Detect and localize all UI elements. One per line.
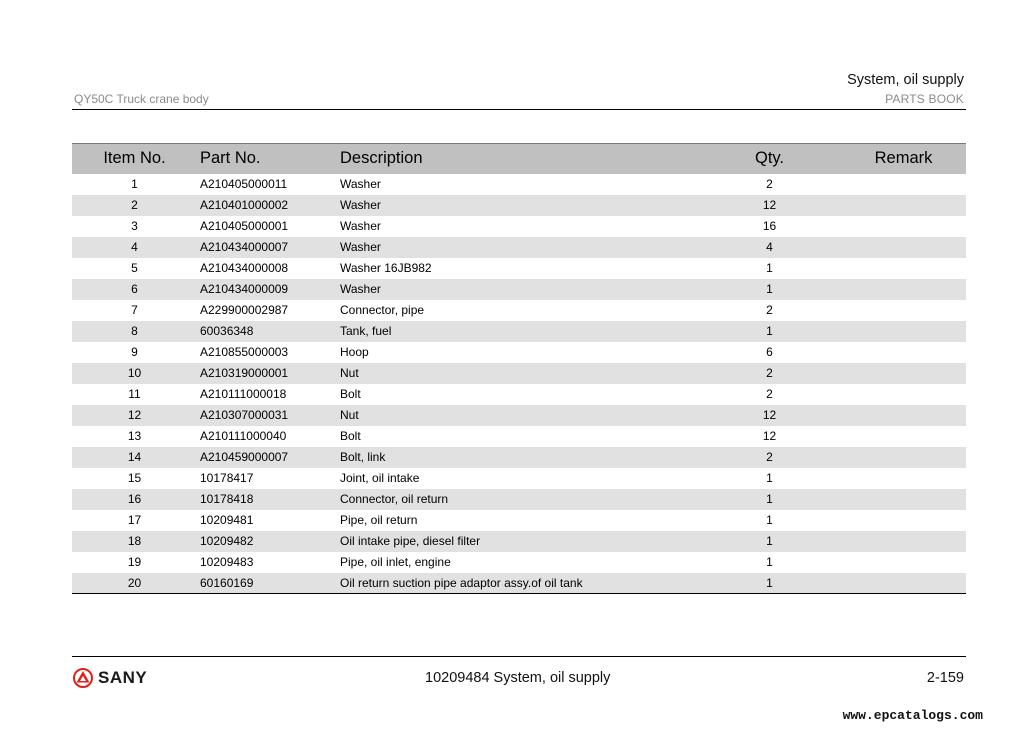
cell-part-no: A210405000011 [200, 177, 288, 191]
brand-name: SANY [98, 668, 148, 687]
table-row [72, 363, 966, 384]
cell-item-no: 2 [131, 198, 138, 212]
cell-part-no: 10209482 [200, 534, 254, 548]
cell-remark [841, 258, 966, 279]
cell-remark [841, 342, 966, 363]
cell-qty: 1 [766, 282, 773, 296]
table-row [72, 384, 966, 405]
table-header-row [72, 144, 966, 174]
table-row [72, 573, 966, 594]
cell-qty: 2 [766, 303, 773, 317]
cell-description: Nut [340, 366, 359, 380]
cell-description: Washer [340, 177, 381, 191]
table-row [72, 174, 966, 195]
cell-remark [841, 321, 966, 342]
table-row [72, 426, 966, 447]
table-row [72, 489, 966, 510]
cell-part-no: A210434000008 [200, 261, 289, 275]
cell-part-no: A210111000018 [200, 387, 287, 401]
cell-qty: 2 [766, 387, 773, 401]
cell-remark [841, 279, 966, 300]
column-header-qty: Qty. [754, 149, 785, 168]
table-row [72, 342, 966, 363]
cell-qty: 4 [766, 240, 773, 254]
book-label: PARTS BOOK [885, 92, 964, 106]
parts-table [72, 143, 966, 594]
cell-remark [841, 447, 966, 468]
cell-item-no: 17 [127, 513, 142, 527]
cell-item-no: 20 [127, 575, 142, 590]
cell-description: Pipe, oil inlet, engine [340, 555, 451, 569]
cell-qty: 1 [766, 513, 773, 527]
cell-item-no: 3 [131, 219, 138, 233]
cell-remark [841, 174, 966, 195]
cell-part-no: 10178418 [200, 492, 254, 506]
cell-item-no: 1 [131, 177, 138, 191]
table-row [72, 468, 966, 489]
cell-item-no: 18 [127, 534, 142, 548]
cell-description: Washer [340, 219, 381, 233]
cell-qty: 12 [762, 429, 777, 443]
cell-item-no: 6 [131, 282, 138, 296]
cell-remark [841, 489, 966, 510]
cell-item-no: 14 [127, 450, 142, 464]
cell-item-no: 8 [131, 324, 138, 338]
cell-remark [841, 468, 966, 489]
cell-item-no: 15 [127, 471, 142, 485]
cell-description: Washer [340, 282, 381, 296]
cell-description: Washer [340, 240, 381, 254]
cell-remark [841, 426, 966, 447]
cell-part-no: 10209483 [200, 555, 254, 569]
cell-part-no: A229900002987 [200, 303, 289, 317]
cell-qty: 2 [766, 366, 773, 380]
cell-remark [841, 300, 966, 321]
table-row [72, 237, 966, 258]
cell-description: Bolt [340, 387, 361, 401]
table-row [72, 405, 966, 426]
cell-description: Bolt [340, 429, 361, 443]
cell-description: Connector, oil return [340, 492, 449, 506]
footer-divider [72, 656, 966, 657]
cell-remark [841, 363, 966, 384]
column-header-item-no: Item No. [103, 149, 166, 168]
cell-item-no: 4 [131, 240, 138, 254]
cell-part-no: A210401000002 [200, 198, 289, 212]
table-row [72, 321, 966, 342]
table-row [72, 300, 966, 321]
cell-part-no: 10209481 [200, 513, 254, 527]
cell-item-no: 10 [127, 366, 142, 380]
cell-qty: 2 [766, 450, 773, 464]
document-name: QY50C Truck crane body [74, 92, 209, 106]
page-number: 2-159 [926, 670, 964, 686]
cell-description: Pipe, oil return [340, 513, 418, 527]
table-row [72, 531, 966, 552]
table-row [72, 195, 966, 216]
footer-document-title: 10209484 System, oil supply [425, 670, 611, 686]
cell-qty: 1 [766, 534, 773, 548]
section-title: System, oil supply [847, 72, 964, 88]
cell-part-no: A210855000003 [200, 345, 289, 359]
cell-item-no: 5 [131, 261, 138, 275]
watermark-url: www.epcatalogs.com [842, 708, 983, 723]
cell-qty: 12 [762, 408, 777, 422]
sany-logo-icon [72, 668, 94, 688]
cell-part-no: 60036348 [200, 324, 254, 338]
cell-part-no: 10178417 [200, 471, 254, 485]
cell-qty: 1 [766, 555, 773, 569]
cell-remark [841, 195, 966, 216]
cell-part-no: A210307000031 [200, 408, 289, 422]
cell-item-no: 16 [127, 492, 142, 506]
cell-qty: 1 [766, 471, 773, 485]
cell-qty: 1 [766, 261, 773, 275]
table-row [72, 552, 966, 573]
cell-remark [841, 405, 966, 426]
cell-item-no: 9 [131, 345, 138, 359]
table-row [72, 510, 966, 531]
column-header-remark: Remark [874, 149, 933, 168]
cell-item-no: 7 [131, 303, 138, 317]
cell-description: Oil intake pipe, diesel filter [340, 534, 481, 548]
cell-item-no: 12 [127, 408, 142, 422]
cell-qty: 6 [766, 345, 773, 359]
cell-part-no: A210319000001 [200, 366, 289, 380]
cell-remark [841, 552, 966, 573]
cell-description: Bolt, link [340, 450, 386, 464]
cell-description: Tank, fuel [340, 324, 392, 338]
column-header-description: Description [340, 149, 423, 168]
parts-table-body [72, 174, 966, 594]
cell-description: Connector, pipe [340, 303, 425, 317]
cell-qty: 1 [766, 575, 773, 590]
cell-remark [841, 384, 966, 405]
cell-description: Nut [340, 408, 359, 422]
cell-item-no: 19 [127, 555, 142, 569]
cell-qty: 12 [762, 198, 777, 212]
cell-part-no: A210434000009 [200, 282, 289, 296]
cell-remark [841, 216, 966, 237]
table-row [72, 258, 966, 279]
cell-description: Washer [340, 198, 381, 212]
table-row [72, 216, 966, 237]
brand-logo [72, 667, 147, 689]
cell-part-no: A210459000007 [200, 450, 289, 464]
cell-description: Hoop [340, 345, 369, 359]
cell-remark [841, 237, 966, 258]
cell-remark [841, 573, 966, 594]
table-row [72, 447, 966, 468]
table-row [72, 279, 966, 300]
cell-description: Oil return suction pipe adaptor assy.of oil tank [340, 575, 583, 590]
cell-description: Washer 16JB982 [340, 261, 432, 275]
cell-remark [841, 531, 966, 552]
cell-qty: 2 [766, 177, 773, 191]
cell-part-no: A210434000007 [200, 240, 289, 254]
header-divider [72, 109, 966, 110]
cell-item-no: 11 [128, 387, 141, 401]
cell-part-no: 60160169 [200, 575, 254, 590]
cell-remark [841, 510, 966, 531]
cell-qty: 1 [766, 492, 773, 506]
cell-qty: 16 [762, 219, 777, 233]
cell-part-no: A210111000040 [200, 429, 287, 443]
cell-item-no: 13 [127, 429, 142, 443]
cell-part-no: A210405000001 [200, 219, 289, 233]
cell-description: Joint, oil intake [340, 471, 420, 485]
column-header-part-no: Part No. [200, 149, 261, 168]
cell-qty: 1 [766, 324, 773, 338]
